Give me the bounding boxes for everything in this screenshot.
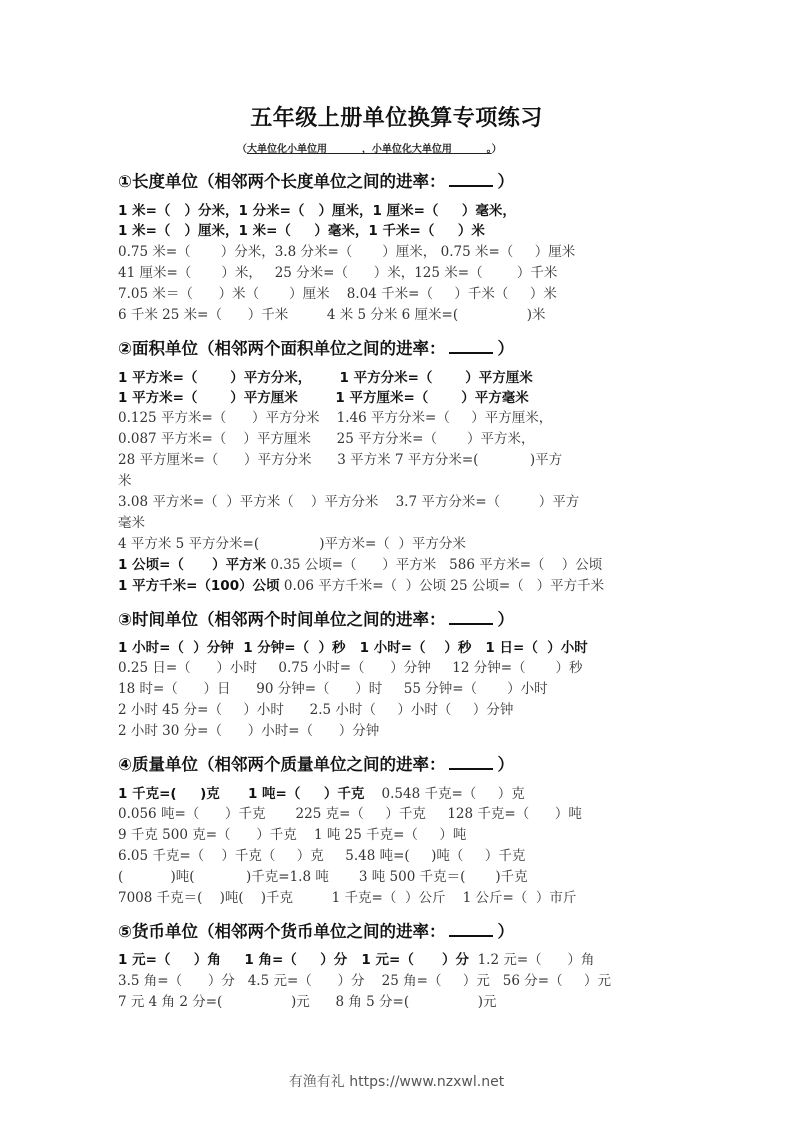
heading-close: ） [497, 610, 514, 629]
section-heading-area [118, 335, 514, 359]
exercise-line: 18 时=（ ）日 90 分钟=（ ）时 55 分钟=（ ）小时 [118, 681, 548, 697]
exercise-line: 1 小时=（ ）分钟 1 分钟=（ ）秒 1 小时=（ ）秒 1 日=（ ）小时 [118, 640, 588, 656]
exercise-line: 3.08 平方米=（ ）平方米（ ）平方分米 3.7 平方分米=（ ）平方 [118, 494, 580, 510]
section-heading-currency [118, 918, 514, 942]
exercise-line: 7.05 米＝（ ）米（ ）厘米 8.04 千米=（ ）千米（ ）米 [118, 286, 557, 302]
exercise-line: 1 米=（ ）厘米，1 米=（ ）毫米，1 千米=（ ）米 [118, 223, 485, 239]
heading-text: ②面积单位（相邻两个面积单位之间的进率： [118, 339, 446, 358]
subtitle [237, 140, 502, 155]
normal-part: 0.35 公顷=（ ）平方米 586 平方米=（ ）公顷 [266, 557, 603, 573]
exercise-line [118, 555, 602, 575]
exercise-line: 0.25 日=（ ）小时 0.75 小时=（ ）分钟 12 分钟=（ ）秒 [118, 660, 583, 676]
subtitle-open: （ [237, 144, 247, 155]
exercise-line: 2 小时 45 分=（ ）小时 2.5 小时（ ）小时（ ）分钟 [118, 702, 514, 718]
heading-close: ） [497, 339, 514, 358]
section-heading-length [118, 168, 514, 192]
subtitle-instruction: 大单位化小单位用 ，小单位化大单位用 。 [247, 144, 492, 155]
normal-part: 1.2 元=（ ）角 [469, 952, 595, 968]
subtitle-close: ） [491, 144, 502, 155]
exercise-line: 2 小时 30 分=（ ）小时=（ ）分钟 [118, 723, 380, 739]
exercise-line: 毫米 [118, 515, 145, 531]
normal-part: 0.548 千克=（ ）克 [364, 786, 525, 802]
exercise-line: 1 平方米=（ ）平方厘米 1 平方厘米=（ ）平方毫米 [118, 390, 529, 406]
exercise-line: 3.5 角=（ ）分 4.5 元=（ ）分 25 角=（ ）元 56 分=（ ）元 [118, 973, 612, 989]
exercise-line [118, 950, 594, 970]
section-heading-time [118, 606, 514, 630]
exercise-line: 9 千克 500 克=（ ）千克 1 吨 25 千克=（ ）吨 [118, 827, 467, 843]
footer-watermark: 有渔有礼 https://www.nzxwl.net [288, 1074, 505, 1090]
exercise-line: 0.056 吨=（ ）千克 225 克=（ ）千克 128 千克=（ ）吨 [118, 806, 582, 822]
exercise-line: 1 米=（ ）分米，1 分米=（ ）厘米，1 厘米=（ ）毫米， [118, 203, 516, 219]
exercise-line: 0.087 平方米=（ ）平方厘米 25 平方分米=（ ）平方米， [118, 431, 535, 447]
page-title: 五年级上册单位换算专项练习 [250, 106, 543, 131]
heading-close: ） [497, 172, 514, 191]
rate-blank[interactable] [449, 921, 493, 937]
exercise-line [118, 784, 525, 804]
heading-text: ④质量单位（相邻两个质量单位之间的进率： [118, 755, 446, 774]
bold-part: 1 平方千米=（100）公顷 [118, 578, 280, 594]
exercise-line: 米 [118, 473, 132, 489]
bold-part: 1 元=（ ）角 1 角=（ ）分 1 元=（ ）分 [118, 952, 470, 968]
exercise-line: 6 千米 25 米=（ ）千米 4 米 5 分米 6 厘米=( )米 [118, 307, 546, 323]
exercise-line: ( )吨( )千克=1.8 吨 3 吨 500 千克＝( )千克 [118, 869, 528, 885]
exercise-line: 7 元 4 角 2 分=( )元 8 角 5 分=( )元 [118, 994, 497, 1010]
exercise-line: 6.05 千克=（ ）千克（ ）克 5.48 吨=( )吨（ ）千克 [118, 848, 526, 864]
exercise-line: 0.75 米=（ ）分米，3.8 分米=（ ）厘米， 0.75 米=（ ）厘米 [118, 244, 576, 260]
heading-close: ） [497, 755, 514, 774]
heading-text: ③时间单位（相邻两个时间单位之间的进率： [118, 610, 446, 629]
heading-text: ①长度单位（相邻两个长度单位之间的进率： [118, 172, 446, 191]
bold-part: 1 千克=( )克 1 吨=（ ）千克 [118, 786, 365, 802]
normal-part: 0.06 平方千米=（ ）公顷 25 公顷=（ ）平方千米 [279, 578, 605, 594]
rate-blank[interactable] [449, 754, 493, 770]
rate-blank[interactable] [449, 171, 493, 187]
heading-text: ⑤货币单位（相邻两个货币单位之间的进率： [118, 922, 446, 941]
exercise-line: 0.125 平方米=（ ）平方分米 1.46 平方分米=（ ）平方厘米， [118, 410, 553, 426]
exercise-line: 41 厘米=（ ）米， 25 分米=（ ）米，125 米=（ ）千米 [118, 265, 558, 281]
heading-close: ） [497, 922, 514, 941]
section-heading-mass [118, 751, 514, 775]
exercise-line: 28 平方厘米=（ ）平方分米 3 平方米 7 平方分米=( )平方 [118, 452, 563, 468]
bold-part: 1 公顷=（ ）平方米 [118, 557, 267, 573]
exercise-line: 4 平方米 5 平方分米=( )平方米=（ ）平方分米 [118, 536, 466, 552]
rate-blank[interactable] [449, 338, 493, 354]
exercise-line: 7008 千克＝( )吨( )千克 1 千克=（ ）公斤 1 公斤=（ ）市斤 [118, 890, 577, 906]
rate-blank[interactable] [449, 609, 493, 625]
exercise-line [118, 576, 604, 596]
exercise-line: 1 平方米=（ ）平方分米， 1 平方分米=（ ）平方厘米 [118, 370, 533, 386]
